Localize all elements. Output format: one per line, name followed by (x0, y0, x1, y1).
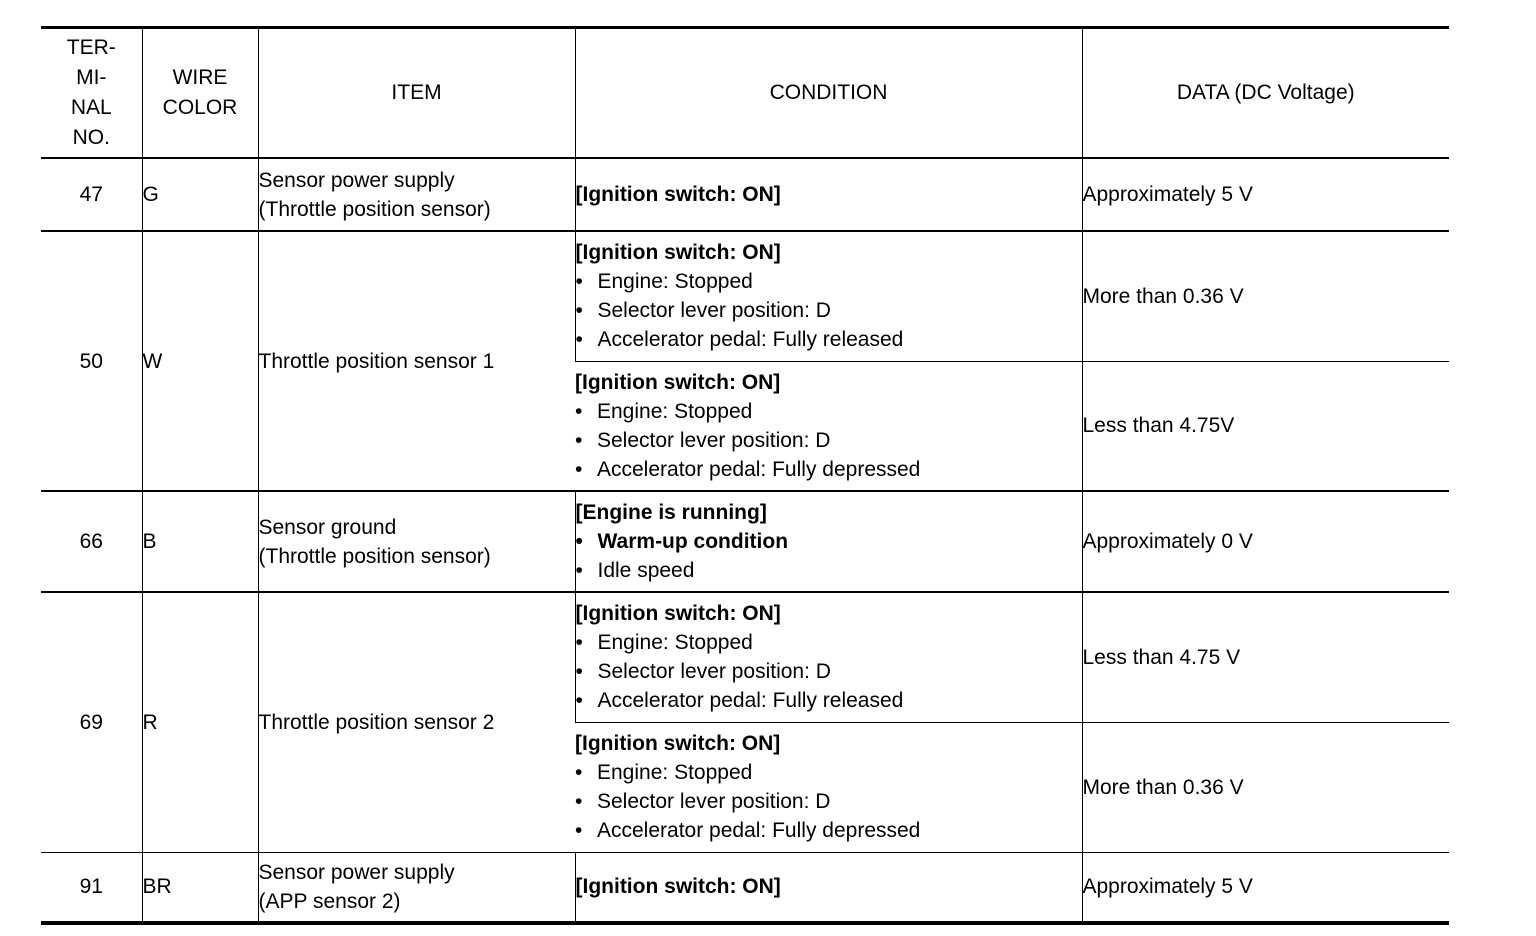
terminal-no: 69 (41, 592, 142, 852)
condition-item: • Accelerator pedal: Fully depressed (575, 816, 1082, 845)
condition-list (575, 397, 1082, 484)
condition-list (575, 758, 1082, 845)
condition-heading: [Ignition switch: ON] (575, 732, 781, 755)
item-text: Sensor power supply (258, 168, 455, 192)
condition-heading: [Ignition switch: ON] (575, 183, 781, 206)
condition-cell (575, 852, 1082, 923)
table-row (41, 592, 1449, 722)
item-text: (Throttle position sensor) (258, 544, 491, 568)
item-text: Throttle position sensor 1 (258, 349, 495, 373)
item-cell (258, 158, 575, 231)
item-text: Sensor power supply (258, 860, 455, 884)
item-text: (Throttle position sensor) (258, 197, 491, 221)
header-condition: CONDITION (575, 28, 1082, 159)
terminal-no: 66 (41, 491, 142, 592)
wire-color: W (142, 231, 258, 491)
condition-item: • Accelerator pedal: Fully depressed (575, 455, 1082, 484)
header-item: ITEM (258, 28, 575, 159)
condition-cell (575, 491, 1082, 592)
condition-heading: [Ignition switch: ON] (575, 875, 781, 899)
table-row (41, 491, 1449, 592)
voltage-value: Less than 4.75 V (1082, 592, 1449, 722)
condition-list (576, 628, 1082, 715)
condition-heading: [Engine is running] (575, 501, 767, 524)
condition-item: • Engine: Stopped (576, 628, 1082, 657)
condition-item: • Selector lever position: D (576, 296, 1082, 325)
wire-color: R (142, 592, 258, 852)
table-header-row (41, 28, 1449, 159)
condition-item: • Selector lever position: D (575, 426, 1082, 455)
condition-item: • Accelerator pedal: Fully released (576, 686, 1082, 715)
condition-item: • Accelerator pedal: Fully released (576, 325, 1082, 354)
condition-heading: [Ignition switch: ON] (575, 370, 781, 394)
condition-cell (575, 231, 1082, 361)
voltage-value: Less than 4.75V (1082, 361, 1449, 491)
table-row (41, 852, 1449, 923)
header-terminal-no: TER- MI- NAL NO. (41, 28, 142, 159)
condition-item: • Engine: Stopped (575, 397, 1082, 426)
condition-item: • Idle speed (576, 556, 1082, 585)
voltage-value: Approximately 5 V (1082, 158, 1449, 231)
item-cell (258, 231, 575, 491)
voltage-value: More than 0.36 V (1082, 722, 1449, 852)
condition-list (576, 527, 1082, 585)
terminal-no: 91 (41, 852, 142, 923)
terminal-no: 47 (41, 158, 142, 231)
header-wire-color: WIRE COLOR (142, 28, 258, 159)
voltage-value: Approximately 5 V (1082, 852, 1449, 923)
table-row (41, 158, 1449, 231)
wire-color: BR (142, 852, 258, 923)
condition-item: • Engine: Stopped (575, 758, 1082, 787)
condition-heading: [Ignition switch: ON] (575, 602, 781, 626)
condition-cell (575, 592, 1082, 722)
item-cell (258, 852, 575, 923)
condition-item: • Engine: Stopped (576, 267, 1082, 296)
item-text: Throttle position sensor 2 (258, 710, 495, 734)
condition-item: • Selector lever position: D (575, 787, 1082, 816)
item-text: Sensor ground (258, 515, 397, 539)
item-cell (258, 592, 575, 852)
item-text: (APP sensor 2) (258, 889, 401, 913)
ecm-terminal-table (41, 26, 1449, 925)
voltage-value: More than 0.36 V (1082, 231, 1449, 361)
condition-list (576, 267, 1082, 354)
wire-color: B (142, 491, 258, 592)
item-cell (258, 491, 575, 592)
table-row (41, 231, 1449, 361)
condition-cell (575, 361, 1082, 491)
terminal-data-sheet (41, 26, 1449, 925)
voltage-value: Approximately 0 V (1082, 491, 1449, 592)
header-data: DATA (DC Voltage) (1082, 28, 1449, 159)
condition-item: • Selector lever position: D (576, 657, 1082, 686)
wire-color: G (142, 158, 258, 231)
condition-heading: [Ignition switch: ON] (575, 241, 781, 265)
terminal-no: 50 (41, 231, 142, 491)
condition-cell (575, 158, 1082, 231)
condition-item: • Warm-up condition (576, 527, 1082, 556)
condition-cell (575, 722, 1082, 852)
